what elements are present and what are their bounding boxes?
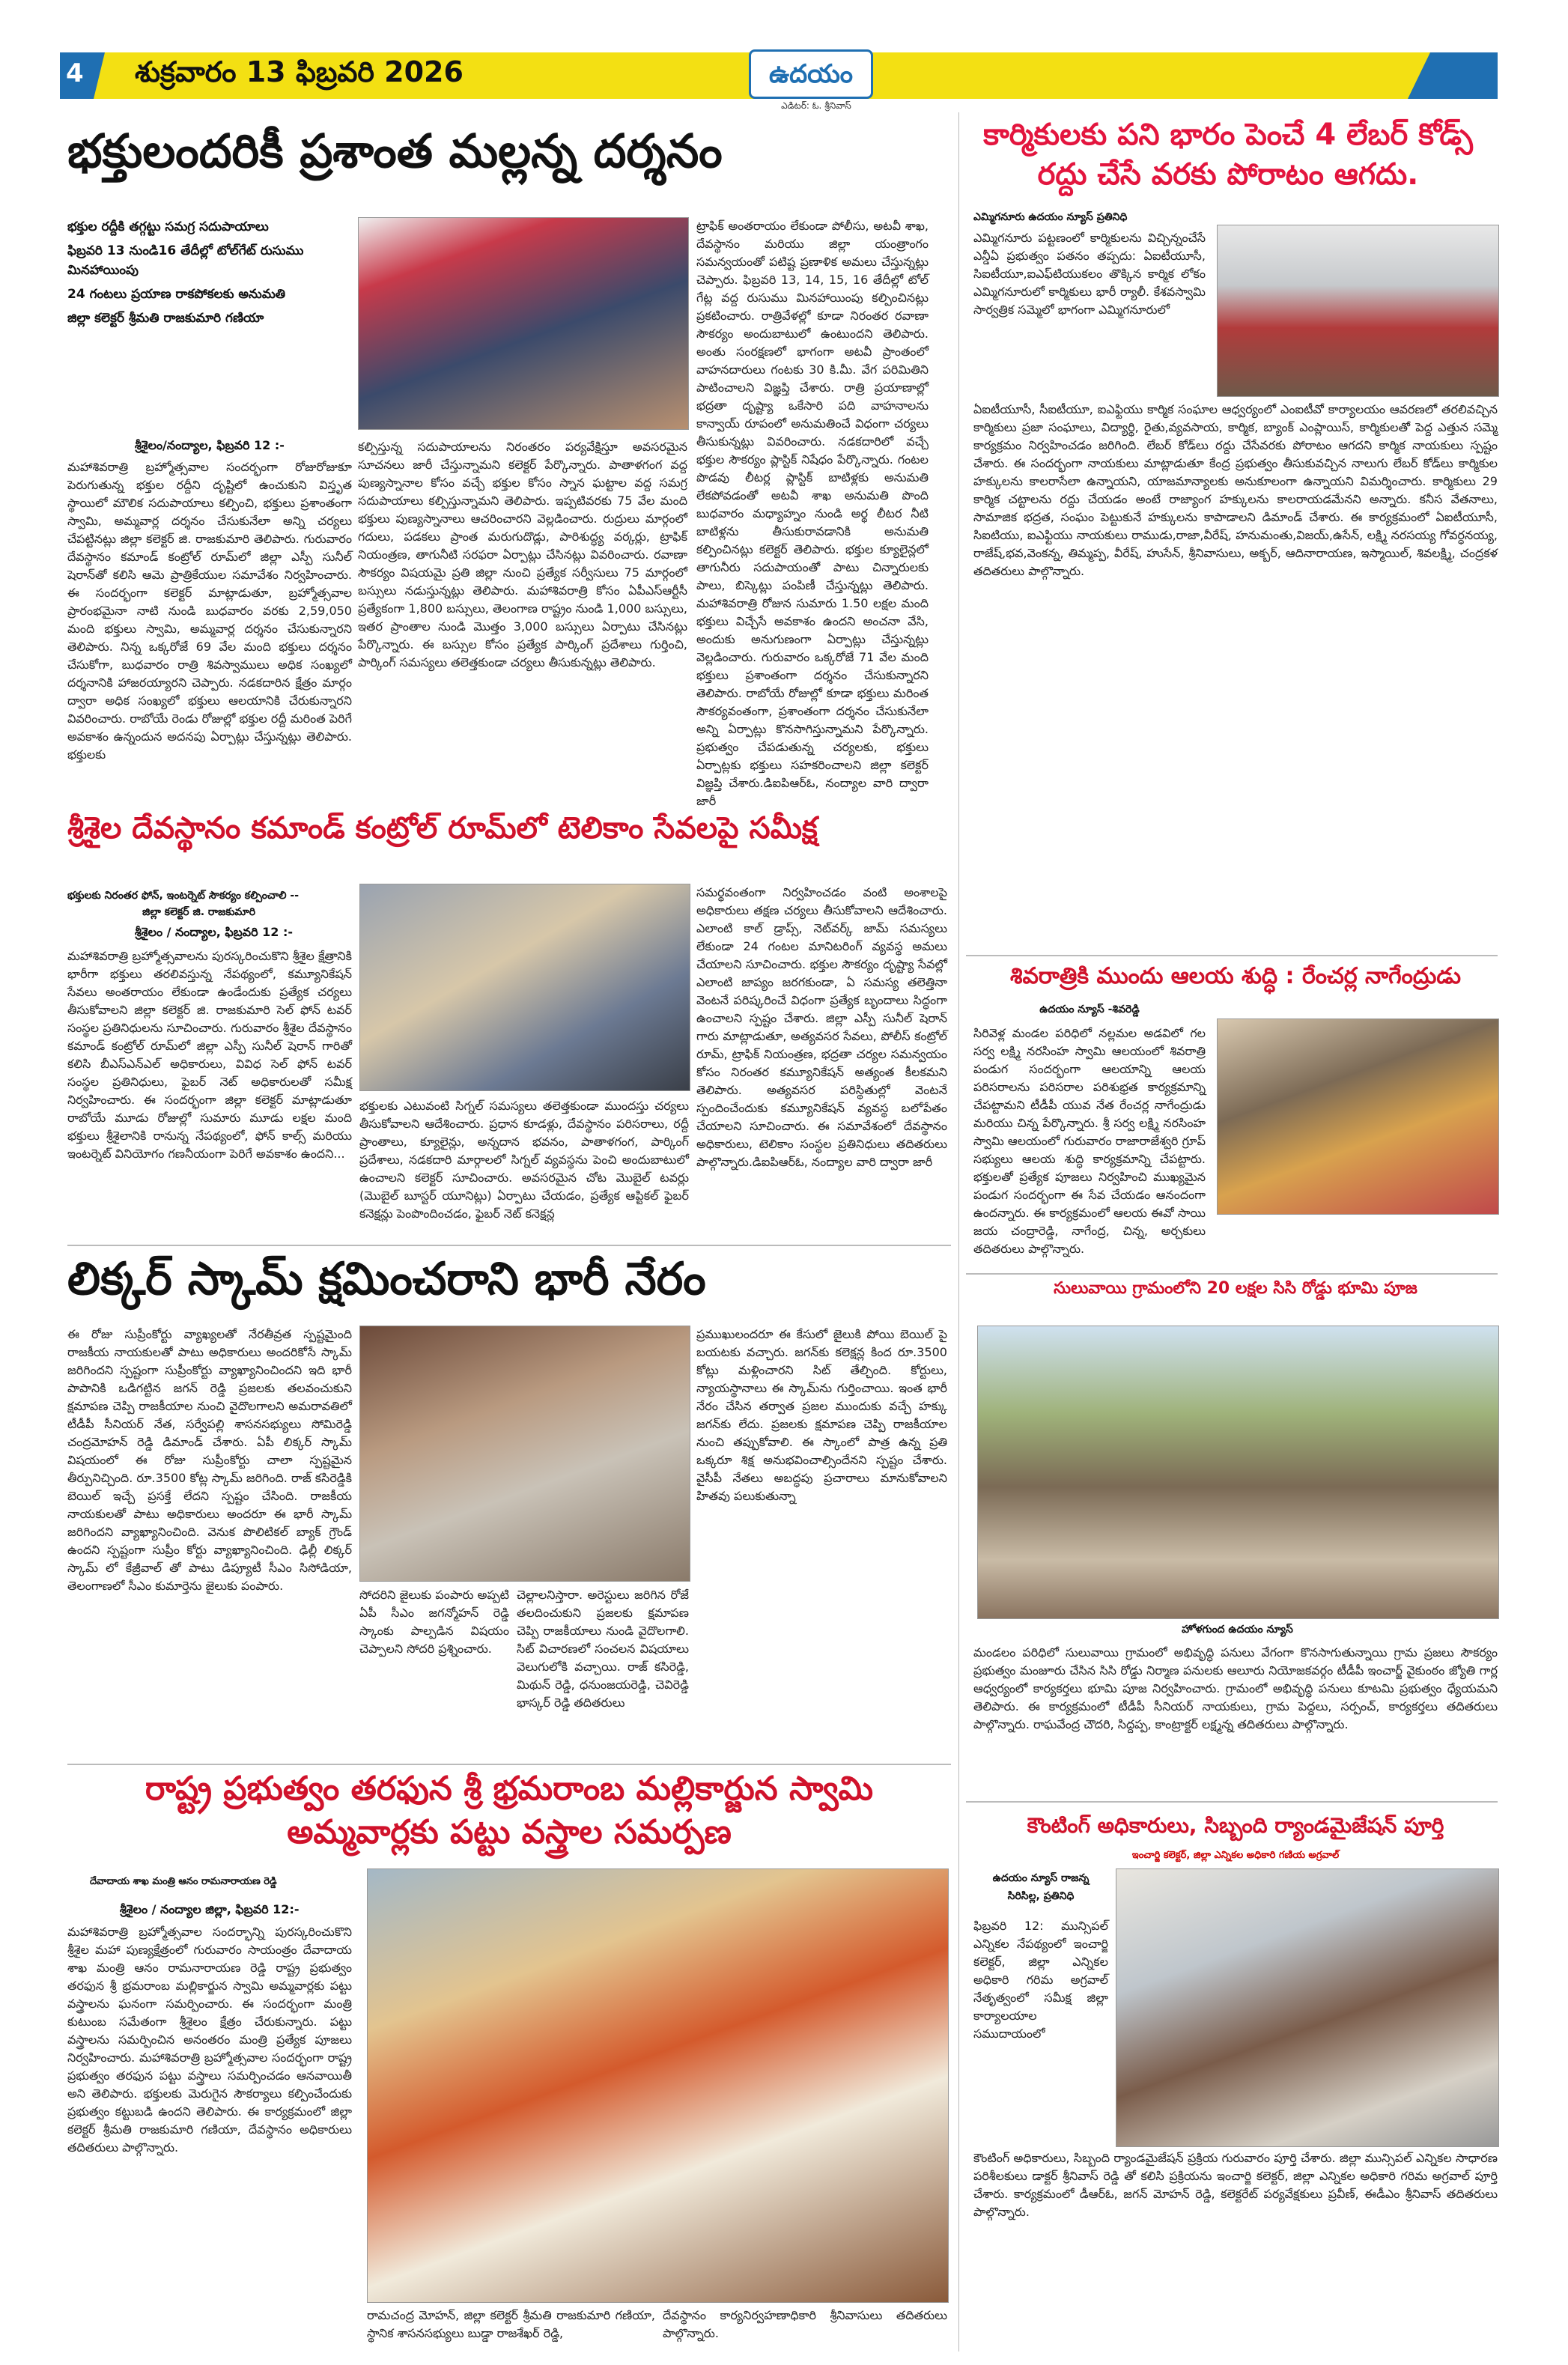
story2-body: ఏఐటీయూసీ, సీఐటీయూ, ఐఎఫ్టియు కార్మిక సంఘాల ఆధ్వర్యంలో ఎంఐటీవో కార్యాలయం ఆవరణలో తరలివచ్చిన కార్మికులు ప్రజా సంఘాలు, విద్యార్థి, రైతు,వ్యవసాయ, కార్మిక, బ్యాంక్ ఎంప్లాయిస్, కార్మికులతో పెద్ద ఎత్తున సమ్మె కార్యక్రమం నిర్వహించడం జరిగింది. లేబర్ కోడ్‌లు రద్దు చేసేవరకు పోరాటం ఆగదని కార్మిక నాయకులు స్పష్టం చేశారు. ఈ సందర్భంగా నాయకులు మాట్లాడుతూ కేంద్ర ప్రభుత్వం తీసుకువచ్చిన నాలుగు లేబర్ కోడ్‌లు కార్మికుల హక్కులను కాలరాసేలా ఉన్నాయని, యాజమాన్యాలకు అనుకూలంగా ఉన్నాయని విమర్శించారు. కార్మికులు 29 కార్మిక చట్టాలను రద్దు చేయడం అంటే రాజ్యాంగ హక్కులను కాలరాయడమేనని అన్నారు. కనీస వేతనాలు, సామాజిక భద్రత, సంఘం పెట్టుకునే హక్కులను కాపాడాలని డిమాండ్ చేశారు. ఈ కార్యక్రమంలో ఏఐటీయూసీ, సిఐటియు, ఐఎఫ్టియు నాయకులు రాముడు,రాజా,వీరేష్, హనుమంతు,విజయ్,ఉసేన్, లక్ష్మి నరసయ్య గోవర్ధనయ్య, రాజేష్,భవ,వెంకన్న, తిమ్మప్ప, వీరేష్, హుసేన్, శ్రీనివాసులు, అక్బర్, ఆదినారాయణ, ఇస్మాయిల్, శివలక్ష్మి, చంద్రకళ తదితరులు పాల్గొన్నారు. — [973, 402, 1498, 578]
column-rule — [958, 112, 959, 2352]
divider — [966, 1801, 1498, 1803]
divider — [67, 1245, 951, 1246]
story1-dateline: శ్రీశైలం/నంద్యాల, ఫిబ్రవరి 12 :- — [135, 438, 285, 452]
highlight-item: జిల్లా కలెక్టర్ శ్రీమతి రాజకుమారి గణియా — [67, 311, 264, 326]
story4-headline: శివరాత్రికి ముందు ఆలయ శుద్ధి : రేంచర్ల నాగేంద్రుడు — [1009, 963, 1462, 989]
story5-col3: ప్రముఖులందరూ ఈ కేసులో జైలుకి పోయి బెయిల్ పై బయటకు వచ్చారు. జగన్‌కు కలెక్షన్ల కింద రూ.3500 కోట్లు మళ్లించారని సిట్ తేల్చింది. కోర్టులు, న్యాయస్థానాలు ఈ స్కామ్‌ను గుర్తించాయి. ఇంత భారీ నేరం చేసిన తర్వాత ప్రజల ముందుకు వచ్చే హక్కు జగన్‌కు లేదు. ప్రజలకు క్షమాపణ చెప్పి రాజకీయాల నుంచి తప్పుకోవాలి. ఈ స్కాంలో పాత్ర ఉన్న ప్రతి ఒక్కరూ శిక్ష అనుభవించాల్సిందేనని స్పష్టం చేశారు. వైసీపీ నేతలు అబద్ధపు ప్రచారాలు మానుకోవాలని హితవు పలుకుతున్నా — [696, 1327, 947, 1503]
story6-body: మండలం పరిధిలో సులువాయి గ్రామంలో అభివృద్ధి పనులు వేగంగా కొనసాగుతున్నాయి గ్రామ ప్రజలు సౌకర్యం ప్రభుత్వం మంజూరు చేసిన సిసి రోడ్డు నిర్మాణ పనులకు ఆలూరు నియోజకవర్గం టీడీపీ ఇంచార్జ్ వైకుంఠం జ్యోతి గార్ల ఆధ్వర్యంలో కార్యకర్తలు భూమి పూజ నిర్వహించారు. గ్రామంలో అభివృద్ధి పనులు కూటమి ప్రభుత్వం ధ్యేయమని తెలిపారు. ఈ కార్యక్రమంలో టీడీపీ సీనియర్ నాయకులు, గ్రామ పెద్దలు, సర్పంచ్, కార్యకర్తలు తదితరులు పాల్గొన్నారు. రాఘవేంద్ర చౌదరి, సిద్దప్ప, కాంట్రాక్టర్ లక్ష్మన్న తదితరులు పాల్గొన్నారు. — [973, 1645, 1498, 1731]
story4-body-top: సిరివెళ్ల మండల పరిధిలో నల్లమల అడవిలో గల సర్వ లక్ష్మి నరసింహ స్వామి ఆలయంలో శివరాత్రి పండుగ సందర్భంగా ఆలయాన్ని ఆలయ పరిసరాలను పరిసరాల పరిశుభ్రత కార్యక్రమాన్ని చేపట్టామని టీడీపీ యువ నేత రేంచర్ల నాగేంద్రుడు మరియు చిన్న పేర్కొన్నారు. శ్రీ సర్వ లక్ష్మి నరసింహ స్వామి ఆలయంలో గురువారం రాజారాజేశ్వరి గ్రూప్ సభ్యులు ఆలయ శుద్ధి కార్యక్రమాన్ని చేపట్టారు. భక్తులతో ప్రత్యేక పూజలు నిర్వహించి ముఖ్యమైన పండుగ సందర్భంగా ఈ సేవ చేయడం ఆనందంగా ఉందన్నారు. ఈ కార్యక్రమంలో ఆలయ ఈవో సాయి జయ చంద్రారెడ్డి, నాగేంద్ర, చిన్న, అర్చకులు తదితరులు పాల్గొన్నారు. — [973, 1026, 1206, 1256]
story7-photo — [367, 1868, 949, 2303]
story2-headline-line2: రద్దు చేసే వరకు పోరాటం ఆగదు. — [1037, 157, 1419, 192]
story3-col1: మహాశివరాత్రి బ్రహ్మోత్సవాలను పురస్కరించుకొని శ్రీశైల క్షేత్రానికి భారీగా భక్తులు తరలివస్తున్న నేపథ్యంలో, కమ్యూనికేషన్ సేవలు అంతరాయం లేకుండా ఉండేందుకు ప్రత్యేక చర్యలు తీసుకోవాలని జిల్లా కలెక్టర్ జి. రాజకుమారి సెల్ ఫోన్ టవర్ సంస్థల ప్రతినిధులను సూచించారు. గురువారం శ్రీశైల దేవస్థానం కమాండ్ కంట్రోల్ రూమ్‌లో జిల్లా ఎస్పీ సునీల్ షెరాన్ గారితో కలిసి బీఎస్ఎన్ఎల్ అధికారులు, వివిధ సెల్ ఫోన్ టవర్ సంస్థల ప్రతినిధులు, ఫైబర్ నెట్ అధికారులతో సమీక్ష నిర్వహించారు. ఈ సందర్భంగా జిల్లా కలెక్టర్ మాట్లాడుతూ రాబోయే మూడు రోజుల్లో సుమారు మూడు లక్షల మంది భక్తులు శ్రీశైలానికి రానున్న నేపథ్యంలో, ఫోన్ కాల్స్ మరియు ఇంటర్నెట్ వినియోగం గణనీయంగా పెరిగే అవకాశం ఉందని... — [67, 949, 352, 1161]
story7-caption2: దేవస్థానం కార్యనిర్వహణాధికారి శ్రీనివాసులు తదితరులు పాల్గొన్నారు. — [663, 2308, 947, 2340]
story3-sub1: భక్తులకు నిరంతర ఫోన్, ఇంటర్నెట్ సౌకర్యం కల్పించాలి -- — [67, 890, 300, 902]
divider — [67, 1764, 951, 1765]
page-number: 4 — [66, 58, 84, 88]
story3-headline: శ్రీశైల దేవస్థానం కమాండ్ కంట్రోల్ రూమ్‌లో టెలికాం సేవలపై సమీక్ష — [67, 811, 818, 845]
story8-body: కౌంటింగ్ అధికారులు, సిబ్బంది ర్యాండమైజేషన్ ప్రక్రియ గురువారం పూర్తి చేశారు. జిల్లా మున్సిపల్ ఎన్నికల సాధారణ పరిశీలకులు డాక్టర్ శ్రీనివాస్ రెడ్డి తో కలిసి ప్రక్రియను ఇంచార్జి కలెక్టర్, జిల్లా ఎన్నికల అధికారి గరిమ అగ్రవాల్ పూర్తి చేశారు. కార్యక్రమంలో డీఆర్‌ఓ, జగన్ మోహన్ రెడ్డి, కలెక్టరేట్ పర్యవేక్షకులు ప్రవీణ్, ఈడీఎం శ్రీనివాస్ తదితరులు పాల్గొన్నారు. — [973, 2151, 1498, 2219]
story5-caption: సోదరిని జైలుకు పంపారు అప్పటి ఏపీ సీఎం జగన్మోహన్ రెడ్డి స్కాంకు పాల్పడిన విషయం చెప్పాలని సోదరి ప్రశ్నించారు. — [359, 1588, 509, 1656]
story3-dateline: శ్రీశైలం / నంద్యాల, ఫిబ్రవరి 12 :- — [135, 925, 294, 939]
issue-date: శుక్రవారం 13 ఫిబ్రవరి 2026 — [135, 55, 464, 88]
logo-subtitle: ఎడిటర్: ఓ. శ్రీనివాస్ — [781, 100, 851, 111]
newspaper-logo: ఉదయం — [749, 49, 873, 99]
story1-col2: కల్పిస్తున్న సదుపాయాలను నిరంతరం పర్యవేక్షిస్తూ అవసరమైన సూచనలు జారీ చేస్తున్నామని కలెక్టర్ పేర్కొన్నారు. పాతాళగంగ వద్ద పుణ్యస్నానాల కోసం వచ్చే భక్తుల కోసం స్నాన ఘట్టాల వద్ద సమగ్ర సదుపాయాలు కల్పిస్తున్నామని తెలిపారు. ఇప్పటివరకు 75 వేల మంది భక్తులు పుణ్యస్నానాలు ఆచరించారని వెల్లడించారు. రుద్రులు మార్గంలో గదులు, పడకలు ప్రాంత మరుగుదొడ్లు, పారిశుద్ధ్య వర్కర్లు, ట్రాఫిక్ నియంత్రణ, తాగునీటి సరఫరా ఏర్పాట్లు చేసినట్లు వివరించారు. రవాణా సౌకర్యం విషయమై ప్రతి జిల్లా నుంచి ప్రత్యేక సర్వీసులు 75 మార్గంలో బస్సులు నడుస్తున్నట్లు తెలిపారు. మహాశివరాత్రి కోసం ఏపీఎస్ఆర్టీసీ ప్రత్యేకంగా 1,800 బస్సులు, తెలంగాణ రాష్ట్రం నుండి 1,000 బస్సులు, ఇతర ప్రాంతాల నుండి మొత్తం 3,000 బస్సులు ఏర్పాటు చేసినట్లు పేర్కొన్నారు. ఈ బస్సుల కోసం ప్రత్యేక పార్కింగ్ ప్రదేశాలు గుర్తించి, పార్కింగ్ సమస్యలు తలెత్తకుండా చర్యలు తీసుకున్నట్లు తెలిపారు. — [358, 440, 687, 670]
highlight-item: 24 గంటలు ప్రయాణ రాకపోకలకు అనుమతి — [67, 287, 286, 302]
story3-col3: సమర్థవంతంగా నిర్వహించడం వంటి అంశాలపై అధికారులు తక్షణ చర్యలు తీసుకోవాలని ఆదేశించారు. ఎలాంటి కాల్ డ్రాప్స్, నెట్‌వర్క్ జామ్ సమస్యలు లేకుండా 24 గంటల మానిటరింగ్ వ్యవస్థ అమలు చేయాలని సూచించారు. భక్తుల సౌకర్యం దృష్ట్యా సేవల్లో ఎలాంటి జాప్యం జరగకుండా, ఏ సమస్య తలెత్తినా వెంటనే పరిష్కరించే విధంగా ప్రత్యేక బృందాలు సిద్ధంగా ఉంచాలని స్పష్టం చేశారు. జిల్లా ఎస్పీ సునీల్ షెరాన్ గారు మాట్లాడుతూ, అత్యవసర సేవలు, పోలీస్ కంట్రోల్ రూమ్, ట్రాఫిక్ నియంత్రణ, భద్రతా చర్యల సమన్వయం కోసం నిరంతర కమ్యూనికేషన్ అత్యంత కీలకమని తెలిపారు. అత్యవసర పరిస్థితుల్లో వెంటనే స్పందించేందుకు కమ్యూనికేషన్ వ్యవస్థ బలోపేతం చేయాలని సూచించారు. ఈ సమావేశంలో దేవస్థానం అధికారులు, టెలికాం సంస్థల ప్రతినిధులు తదితరులు పాల్గొన్నారు.డిఐపిఆర్ఓ, నంద్యాల వారి ద్వారా జారీ — [696, 885, 947, 1169]
story1-headline: భక్తులందరికీ ప్రశాంత మల్లన్న దర్శనం — [67, 124, 723, 178]
story8-sub: ఇంచార్జి కలెక్టర్, జిల్లా ఎన్నికల అధికారి గణియ అగ్రవాల్ — [1131, 1850, 1340, 1861]
story1-col1: మహాశివరాత్రి బ్రహ్మోత్సవాల సందర్భంగా రోజురోజుకూ పెరుగుతున్న భక్తుల రద్దీని దృష్టిలో ఉంచుకుని విస్తృత స్థాయిలో మౌలిక సదుపాయాలు కల్పించి, భక్తులు ప్రశాంతంగా స్వామి, అమ్మవార్ల దర్శనం చేసుకునేలా అన్ని చర్యలు చేపట్టినట్లు జిల్లా కలెక్టర్ జి. రాజకుమారి తెలిపారు. గురువారం దేవస్థానం కమాండ్ కంట్రోల్ రూమ్‌లో జిల్లా ఎస్పీ సునీల్ షెరాన్‌తో కలిసి ఆమె ప్రాత్రికేయుల సమావేశం నిర్వహించారు. ఈ సందర్భంగా కలెక్టర్ మాట్లాడుతూ, బ్రహ్మోత్సవాల ప్రారంభమైనా నాటి నుండి బుధవారం వరకు 2,59,050 మంది భక్తులు స్వామి, అమ్మవార్ల దర్శనం చేసుకున్నారని తెలిపారు. నిన్న ఒక్కరోజే 69 వేల మంది భక్తులు దర్శనం చేసుకోగా, బుధవారం రాత్రి శివస్వాములు అధిక సంఖ్యలో దర్శనానికి హాజరయ్యారని చెప్పారు. నడకదారిన క్షేత్రం మార్గం ద్వారా అధిక సంఖ్యలో భక్తులు ఆలయానికి చేరుకున్నారని వివరించారు. రాబోయే రెండు రోజుల్లో భక్తుల రద్దీ మరింత పెరిగే అవకాశం ఉన్నందున అదనపు ఏర్పాట్లు చేస్తున్నట్లు తెలిపారు. భక్తులకు — [67, 460, 352, 762]
story2-photo — [1217, 225, 1499, 397]
story7-byline: దేవాదాయ శాఖ మంత్రి ఆనం రామనారాయణ రెడ్డి — [90, 1876, 277, 1887]
story1-col3: ట్రాఫిక్ అంతరాయం లేకుండా పోలీసు, అటవీ శాఖ, దేవస్థానం మరియు జిల్లా యంత్రాంగం సమన్వయంతో పటిష్ట ప్రణాళిక అమలు చేస్తున్నట్లు చెప్పారు. ఫిబ్రవరి 13, 14, 15, 16 తేదీల్లో టోల్ గేట్ల వద్ద రుసుము మినహాయింపు కల్పించినట్లు ప్రకటించారు. రాత్రివేళల్లో కూడా నిరంతర రవాణా సౌకర్యం అందుబాటులో ఉంటుందని తెలిపారు. అంతు సంరక్షణలో భాగంగా అటవీ ప్రాంతంలో వాహనదారులు గంటకు 30 కి.మీ. వేగ పరిమితిని పాటించాలని విజ్ఞప్తి చేశారు. రాత్రి ప్రయాణాల్లో భద్రతా దృష్ట్యా ఒకేసారి పది వాహనాలను కాన్వాయ్ రూపంలో అనుమతించే విధంగా చర్యలు తీసుకున్నట్లు వివరించారు. నడకదారిలో వచ్చే భక్తుల సౌకర్యం ప్లాస్టిక్ నిషేధం పేర్కొన్నారు. గంటల పొడవు లీటర్ల ప్లాస్టిక్ బాటిళ్లకు అనుమతి లేకపోవడంతో అటవీ శాఖ అనుమతి పొంది బుధవారం మధ్యాహ్నం నుండి అర్థ లీటర నీటి బాటిళ్లను తీసుకురావడానికి అనుమతి కల్పించినట్లు కలెక్టర్ తెలిపారు. భక్తుల క్యూలైన్లలో తాగునీరు సదుపాయంతో పాటు చిన్నారులకు పాలు, బిస్కెట్లు పంపిణీ చేస్తున్నట్లు తెలిపారు. మహాశివరాత్రి రోజున సుమారు 1.50 లక్షల మంది భక్తులు విచ్చేసే అవకాశం ఉందని అంచనా వేసి, అందుకు అనుగుణంగా ఏర్పాట్లు చేస్తున్నట్లు వెల్లడించారు. గురువారం ఒక్కరోజే 71 వేల మంది భక్తులు ప్రశాంతంగా దర్శనం చేసుకున్నారని తెలిపారు. రాబోయే రోజుల్లో కూడా భక్తులు మరింత సౌకర్యవంతంగా, ప్రశాంతంగా దర్శనం చేసుకునేలా అన్ని ఏర్పాట్లు కొనసాగిస్తున్నామని పేర్కొన్నారు. ప్రభుత్వం చేపడుతున్న చర్యలకు, భక్తులు ఏర్పాట్లకు భక్తులు సహకరించాలని జిల్లా కలెక్టర్ విజ్ఞప్తి చేశారు.డిఐపిఆర్ఓ, నంద్యాల వారి ద్వారా జారీ — [696, 219, 929, 808]
story8-byline1: ఉదయం న్యూస్ రాజన్న — [992, 1872, 1090, 1884]
highlight-item: ఫిబ్రవరి 13 నుండి16 తేదీల్లో టోల్‌గేట్ రుసుము మినహాయింపు — [67, 243, 304, 278]
story8-headline: కౌంటింగ్ అధికారులు, సిబ్బంది ర్యాండమైజేషన్ పూర్తి — [1027, 1813, 1444, 1838]
story7-body: మహాశివరాత్రి బ్రహ్మోత్సవాల సందర్భాన్ని పురస్కరించుకొని శ్రీశైల మహా పుణ్యక్షేత్రంలో గురువారం సాయంత్రం దేవాదాయ శాఖ మంత్రి ఆనం రామనారాయణ రెడ్డి రాష్ట్ర ప్రభుత్వం తరఫున శ్రీ భ్రమరాంబ మల్లికార్జున స్వామి అమ్మవార్లకు పట్టు వస్త్రాలను ఘనంగా సమర్పించారు. ఈ సందర్భంగా మంత్రి కుటుంబ సమేతంగా శ్రీశైలం క్షేత్రం చేరుకున్నారు. పట్టు వస్త్రాలను సమర్పించిన అనంతరం మంత్రి ప్రత్యేక పూజలు నిర్వహించారు. మహాశివరాత్రి బ్రహ్మోత్సవాల సందర్భంగా రాష్ట్ర ప్రభుత్వం తరఫున పట్టు వస్త్రాలు సమర్పించడం ఆనవాయితీ అని తెలిపారు. భక్తులకు మెరుగైన సౌకర్యాలు కల్పించేందుకు ప్రభుత్వం కట్టుబడి ఉందని తెలిపారు. ఈ కార్యక్రమంలో జిల్లా కలెక్టర్ శ్రీమతి రాజకుమారి గణియా, దేవస్థానం అధికారులు తదితరులు పాల్గొన్నారు. — [67, 1925, 352, 2155]
story7-headline-line2: అమ్మవార్లకు పట్టు వస్త్రాల సమర్పణ — [287, 1813, 732, 1851]
story6-photo — [977, 1326, 1499, 1619]
story1-highlights — [67, 217, 352, 328]
story4-byline: ఉదయం న్యూస్ -శివరెడ్డి — [1039, 1004, 1140, 1015]
story7-dateline: శ్రీశైలం / నంద్యాల జిల్లా, ఫిబ్రవరి 12:- — [120, 1902, 300, 1916]
story5-photo — [359, 1326, 690, 1582]
story2-col-left: ఎమ్మిగనూరు పట్టణంలో కార్మికులను విచ్చిన్నంచేసే ఎన్డీఏ ప్రభుత్వం పతనం తప్పదు: ఏఐటీయూసీ, సిఐటీయూ,ఐఎఫ్‌టియుకలం తొక్కిన కార్మిక లోకం ఎమ్మిగనూరులో కార్మికులు భారీ ర్యాలీ. కేశవస్వామి సార్వత్రిక సమ్మెలో భాగంగా ఎమ్మిగనూరులో — [973, 231, 1206, 317]
divider — [966, 1273, 1498, 1275]
story5-col1: ఈ రోజు సుప్రీంకోర్టు వ్యాఖ్యలతో నేరతీవ్రత స్పష్టమైంది రాజకీయ నాయకులతో పాటు అధికారులు అందరికోసే స్కామ్ జరిగిందని స్పష్టంగా సుప్రీంకోర్టు వ్యాఖ్యానించిందని ఇది భారీ పాపానికి ఒడిగట్టిన జగన్ రెడ్డి ప్రజలకు తలవంచుకుని క్షమాపణ చెప్పి రాజకీయాల నుంచి వైదొలగాలని అమరావతిలో టీడీపీ సీనియర్ నేత, సర్వేపల్లి శాసనసభ్యులు సోమిరెడ్డి చంద్రమోహన్ రెడ్డి డిమాండ్ చేశారు. ఏపీ లిక్కర్ స్కామ్ విషయంలో ఈ రోజు సుప్రీంకోర్టు చాలా స్పష్టమైన తీర్పునిచ్చింది. రూ.3500 కోట్ల స్కామ్ జరిగింది. రాజ్ కసిరెడ్డికి బెయిల్ ఇచ్చే ప్రసక్తే లేదని స్పష్టం చేసింది. రాజకీయ నాయకులతో పాటు అధికారులు అందరూ ఈ భారీ స్కామ్ జరిగిందని వ్యాఖ్యానించింది. వెనుక పొలిటికల్ బ్యాక్ గ్రౌండ్ ఉందని స్పష్టంగా సుప్రీం కోర్టు వ్యాఖ్యానించింది. ఢిల్లీ లిక్కర్ స్కామ్ లో కేజ్రీవాల్ తో పాటు డిప్యూటీ సీఎం సిసోడియా, తెలంగాణలో సీఎం కుమార్తెను జైలుకు పంపారు. — [67, 1327, 352, 1593]
story7-headline-line1: రాష్ట్ర ప్రభుత్వం తరఫున శ్రీ భ్రమరాంబ మల్లికార్జున స్వామి — [145, 1770, 874, 1808]
story4-photo — [1217, 1018, 1499, 1215]
story5-headline: లిక్కర్ స్కామ్ క్షమించరాని భారీ నేరం — [67, 1253, 706, 1305]
story6-photo-caption: హోళగుంద ఉదయం న్యూస్ — [1182, 1624, 1293, 1636]
story3-sub2: జిల్లా కలెక్టర్ జి. రాజకుమారి — [142, 906, 256, 918]
story8-photo — [1116, 1868, 1499, 2147]
highlight-item: భక్తుల రద్దీకి తగ్గట్టు సమగ్ర సదుపాయాలు — [67, 219, 269, 234]
story8-body-side: ఫిబ్రవరి 12: మున్సిపల్ ఎన్నికల నేపథ్యంలో ఇంచార్జి కలెక్టర్, జిల్లా ఎన్నికల అధికారి గరిమ అగ్రవాల్ నేతృత్వంలో సమీక్ష జిల్లా కార్యాలయాల సముదాయంలో — [973, 1919, 1108, 2041]
story2-byline: ఎమ్మిగనూరు ఉదయం న్యూస్ ప్రతినిధి — [973, 211, 1128, 223]
divider — [966, 955, 1498, 956]
story3-photo — [359, 884, 690, 1091]
story1-col3-wrap — [696, 217, 929, 808]
story6-headline: సులువాయి గ్రామంలోని 20 లక్షల సిసి రోడ్డు భూమి పూజ — [1054, 1279, 1417, 1298]
story8-byline2: సిరిసిల్ల, ప్రతినిధి — [1007, 1890, 1075, 1902]
story1-photo — [358, 217, 689, 430]
story2-headline-line1: కార్మికులకు పని భారం పెంచే 4 లేబర్ కోడ్స్ — [983, 118, 1473, 152]
story5-col2: చెల్లాలనిస్తారా. అరెస్టులు జరిగిన రోజే తలదించుకుని ప్రజలకు క్షమాపణ చెప్పి రాజకీయాలు నుండి వైదొలగాలి. సిట్ విచారణలో సంచలన విషయాలు వెలుగులోకి వచ్చాయి. రాజ్ కసిరెడ్డి, మిథున్ రెడ్డి, ధనుంజయరెడ్డి, చెవిరెడ్డి భాస్కర్ రెడ్డి తదితరులు — [517, 1588, 689, 1710]
story3-col2: భక్తులకు ఎటువంటి సిగ్నల్ సమస్యలు తలెత్తకుండా ముందస్తు చర్యలు తీసుకోవాలని ఆదేశించారు. ప్రధాన కూడళ్లు, దేవస్థానం పరిసరాలు, రద్దీ ప్రాంతాలు, క్యూలైన్లు, అన్నదాన భవనం, పాతాళగంగ, పార్కింగ్ ప్రదేశాలు, నడకదారి మార్గాలలో సిగ్నల్ వ్యవస్థను పెంచి అందుబాటులో ఉంచాలని కలెక్టర్ సూచించారు. అవసరమైన చోట మొబైల్ టవర్లు (మొబైల్ బూస్టర్ యూనిట్లు) ఏర్పాటు చేయడం, ప్రత్యేక ఆప్టికల్ ఫైబర్ కనెక్షన్లు పెంపొందించడం, ఫైబర్ నెట్ కనెక్షన్ల — [359, 1099, 689, 1221]
story7-caption1: రామచంద్ర మోహన్, జిల్లా కలెక్టర్ శ్రీమతి రాజకుమారి గణియా, స్థానిక శాసనసభ్యులు బుడ్డా రాజశేఖర్ రెడ్డి, — [367, 2308, 655, 2340]
